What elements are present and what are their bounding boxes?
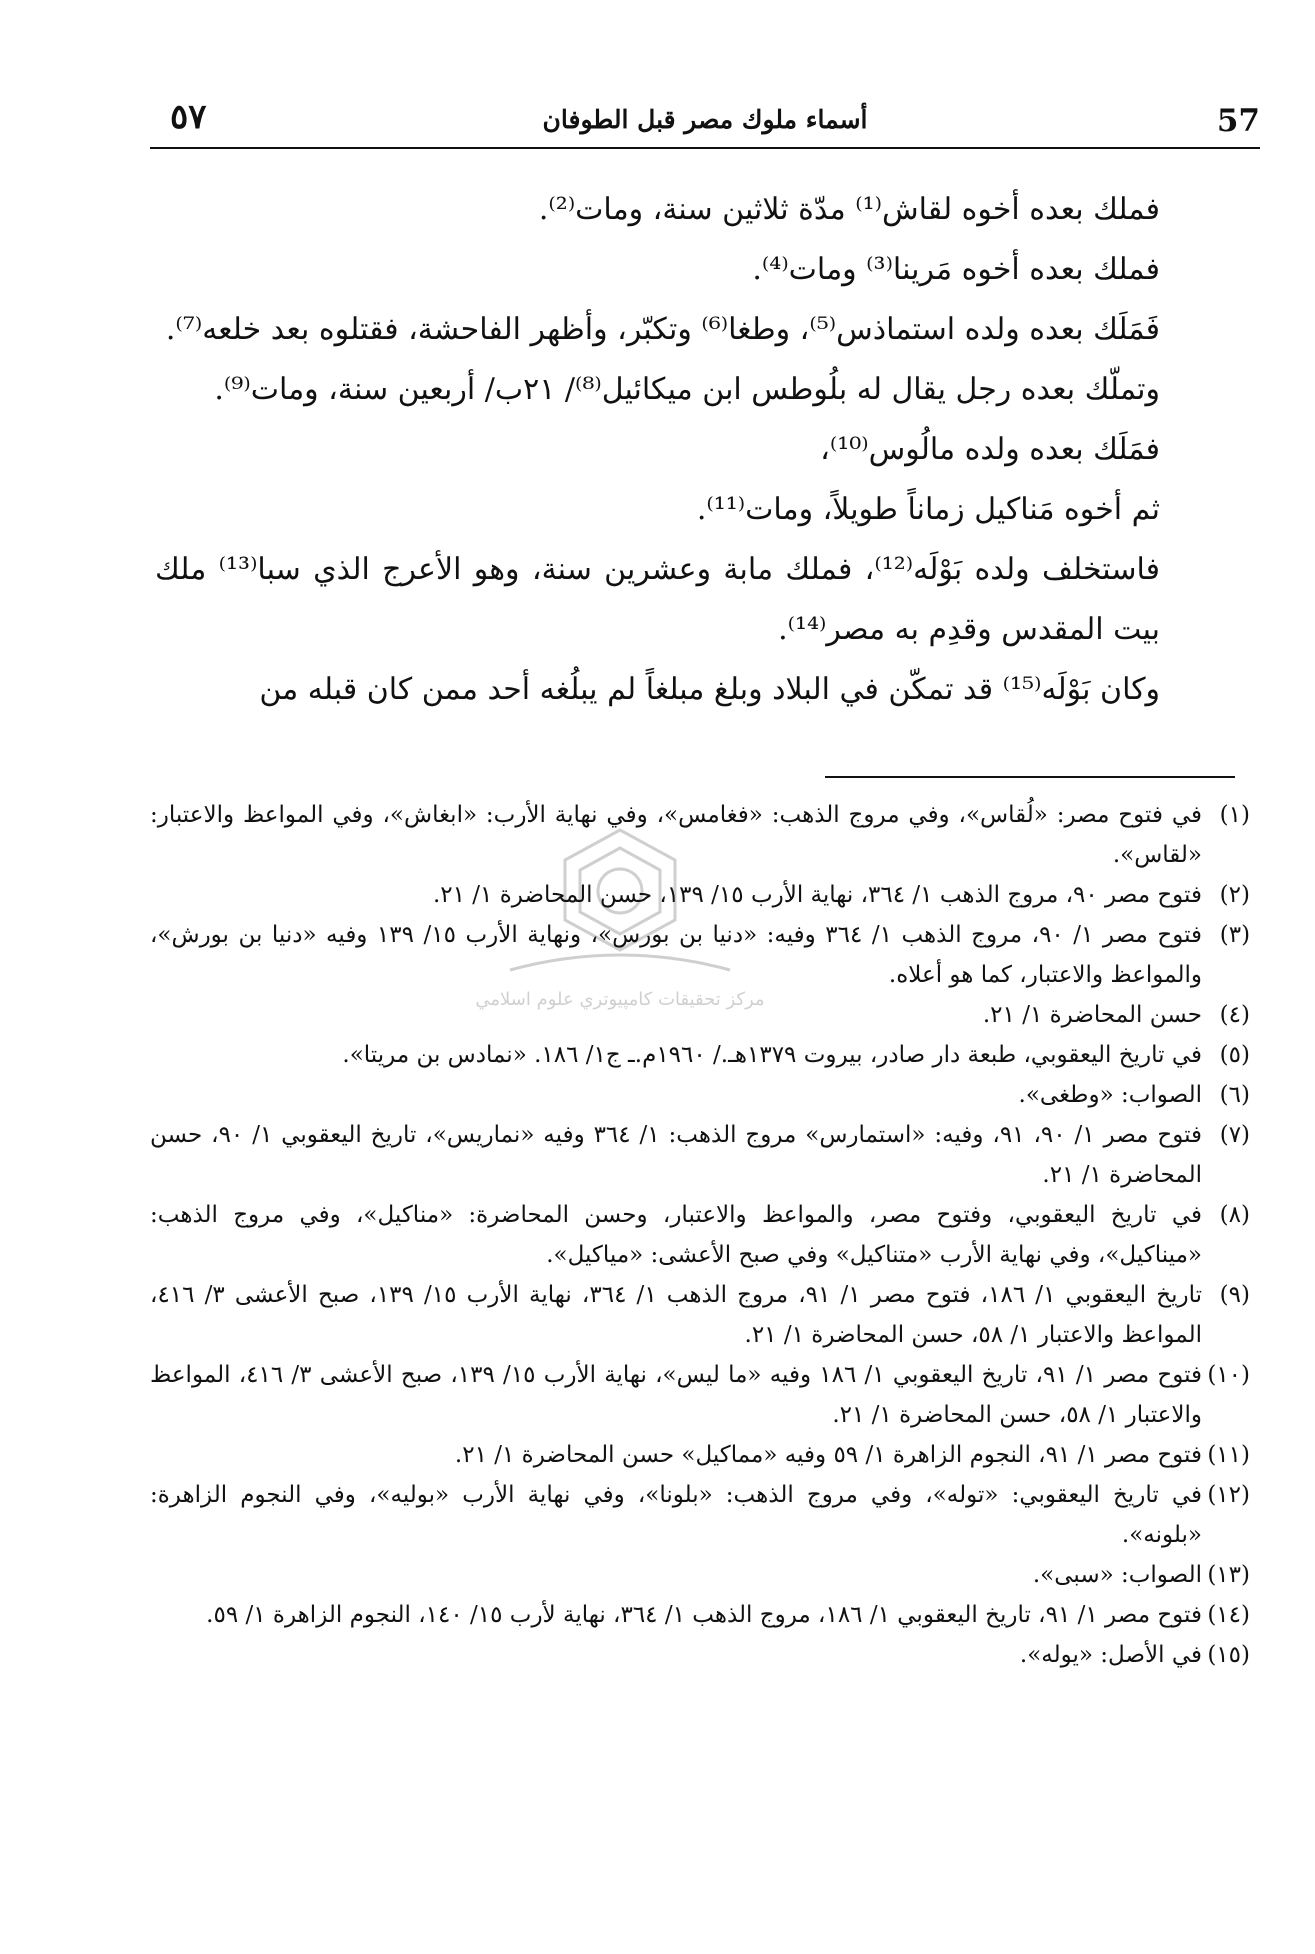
footnote (150, 1075, 1250, 1115)
running-title: أسماء ملوك مصر قبل الطوفان (542, 105, 868, 134)
footnote-text: في الأصل: «يوله». (1019, 1642, 1202, 1668)
footnote (150, 1275, 1250, 1355)
footnote-text: فتوح مصر ١/ ٩٠، مروج الذهب ١/ ٣٦٤ وفيه: «دنيا بن بورس»، ونهاية الأرب ١٥/ ١٣٩ وفيه «دنيا بن بورش»، والمواعظ والاعتبار، كما هو أعلاه. (150, 922, 1203, 988)
footnote (150, 1115, 1250, 1195)
footnote-number: (٣) (1219, 922, 1251, 948)
footnote (150, 995, 1250, 1035)
footnote (150, 1035, 1250, 1075)
page-number-arabic: ٥٧ (170, 97, 207, 137)
footnote (150, 1475, 1250, 1555)
footnote-number: (١) (1219, 802, 1250, 828)
footnote-text: الصواب: «سبى». (1032, 1562, 1202, 1588)
paragraph: وتملّك بعده رجل يقال له بلُوطس ابن ميكائيل⁽⁸⁾/ ٢١ب/ أربعين سنة، ومات⁽⁹⁾. (214, 372, 1160, 407)
footnote (150, 915, 1250, 995)
footnote (150, 1435, 1250, 1475)
watermark-text: مركز تحقيقات كامپيوتري علوم اسلامي (475, 989, 765, 1010)
footnote-text: حسن المحاضرة ١/ ٢١. (982, 1002, 1202, 1028)
footnote-text: الصواب: «وطغى». (1018, 1082, 1202, 1108)
footnote-number: (١٢) (1207, 1482, 1250, 1508)
footnote-number: (١١) (1207, 1442, 1250, 1468)
footnote-number: (٦) (1219, 1082, 1250, 1108)
footnote (150, 795, 1250, 875)
page-number-latin: 57 (1216, 103, 1260, 139)
footnote-text: فتوح مصر ١/ ٩١، تاريخ اليعقوبي ١/ ١٨٦ وفيه «ما ليس»، نهاية الأرب ١٥/ ١٣٩، صبح الأعشى ٣/ ٤١٦، المواعظ والاعتبار ١/ ٥٨، حسن المحاضرة ١/ ٢١. (150, 1362, 1203, 1428)
footnote-text: فتوح مصر ١/ ٩١، النجوم الزاهرة ١/ ٥٩ وفيه «مماكيل» حسن المحاضرة ١/ ٢١. (454, 1442, 1202, 1468)
footnote-number: (٧) (1219, 1122, 1251, 1148)
footnote-number: (٢) (1219, 882, 1250, 908)
main-text (155, 180, 1160, 720)
footnote-number: (١٤) (1207, 1602, 1250, 1628)
paragraph: فمَلَك بعده ولده مالُوس⁽¹⁰⁾، (820, 432, 1160, 467)
paragraph: وكان بَوْلَه⁽¹⁵⁾ قد تمكّن في البلاد وبلغ مبلغاً لم يبلُغه أحد ممن كان قبله من (259, 672, 1160, 707)
footnote (150, 1595, 1250, 1635)
footnote (150, 1355, 1250, 1435)
footnote-number: (١٥) (1207, 1642, 1250, 1668)
footnote-text: تاريخ اليعقوبي ١/ ١٨٦، فتوح مصر ١/ ٩١، مروج الذهب ١/ ٣٦٤، نهاية الأرب ١٥/ ١٣٩، صبح الأعشى ٣/ ٤١٦، المواعظ والاعتبار ١/ ٥٨، حسن المحاضرة ١/ ٢١. (150, 1282, 1202, 1348)
running-header (150, 95, 1260, 149)
footnote-text: في فتوح مصر: «لُقاس»، وفي مروج الذهب: «فغامس»، وفي نهاية الأرب: «ابغاش»، وفي المواعظ والاعتبار: «لقاس». (150, 802, 1202, 868)
footnote-number: (١٠) (1207, 1362, 1251, 1388)
footnote-text: فتوح مصر ٩٠، مروج الذهب ١/ ٣٦٤، نهاية الأرب ١٥/ ١٣٩، حسن المحاضرة ١/ ٢١. (432, 882, 1202, 908)
footnote (150, 1635, 1250, 1675)
footnote-text: في تاريخ اليعقوبي، وفتوح مصر، والمواعظ والاعتبار، وحسن المحاضرة: «مناكيل»، وفي مروج الذهب: «ميناكيل»، وفي نهاية الأرب «متناكيل» وفي صبح الأعشى: «مياكيل». (150, 1202, 1202, 1268)
footnote-divider (825, 776, 1235, 778)
footnote (150, 1195, 1250, 1275)
footnote-number: (٤) (1219, 1002, 1250, 1028)
footnote (150, 1555, 1250, 1595)
footnote-text: في تاريخ اليعقوبي: «توله»، وفي مروج الذهب: «بلونا»، وفي نهاية الأرب «بوليه»، وفي النجوم الزاهرة: «بلونه». (150, 1482, 1202, 1548)
paragraph: ثم أخوه مَناكيل زماناً طويلاً، ومات⁽¹¹⁾. (696, 492, 1160, 527)
paragraph: فملك بعده أخوه لقاش⁽¹⁾ مدّة ثلاثين سنة، ومات⁽²⁾. (538, 192, 1160, 227)
footnote-number: (٩) (1219, 1282, 1250, 1308)
footnote-text: فتوح مصر ١/ ٩٠، ٩١، وفيه: «استمارس» مروج الذهب: ١/ ٣٦٤ وفيه «نماريس»، تاريخ اليعقوبي ١/ ٩٠، حسن المحاضرة ١/ ٢١. (150, 1122, 1203, 1188)
footnote-number: (٥) (1219, 1042, 1250, 1068)
paragraph: فملك بعده أخوه مَرينا⁽³⁾ ومات⁽⁴⁾. (752, 252, 1160, 287)
footnote-number: (٨) (1219, 1202, 1250, 1228)
footnotes (150, 795, 1250, 1675)
footnote-text: في تاريخ اليعقوبي، طبعة دار صادر، بيروت ١٣٧٩هـ./ ١٩٦٠م.ـ ج١/ ١٨٦. «نمادس بن مريتا». (342, 1042, 1202, 1068)
paragraph: فَمَلَك بعده ولده استماذس⁽⁵⁾، وطغا⁽⁶⁾ وتكبّر، وأظهر الفاحشة، فقتلوه بعد خلعه⁽⁷⁾. (165, 312, 1160, 347)
footnote-text: فتوح مصر ١/ ٩١، تاريخ اليعقوبي ١/ ١٨٦، مروج الذهب ١/ ٣٦٤، نهاية لأرب ١٥/ ١٤٠، النجوم الزاهرة ١/ ٥٩. (206, 1602, 1202, 1628)
footnote (150, 875, 1250, 915)
footnote-number: (١٣) (1207, 1562, 1250, 1588)
paragraph: فاستخلف ولده بَوْلَه⁽¹²⁾، فملك مابة وعشرين سنة، وهو الأعرج الذي سبا⁽¹³⁾ ملك بيت المقدس وقدِم به مصر⁽¹⁴⁾. (155, 552, 1160, 647)
